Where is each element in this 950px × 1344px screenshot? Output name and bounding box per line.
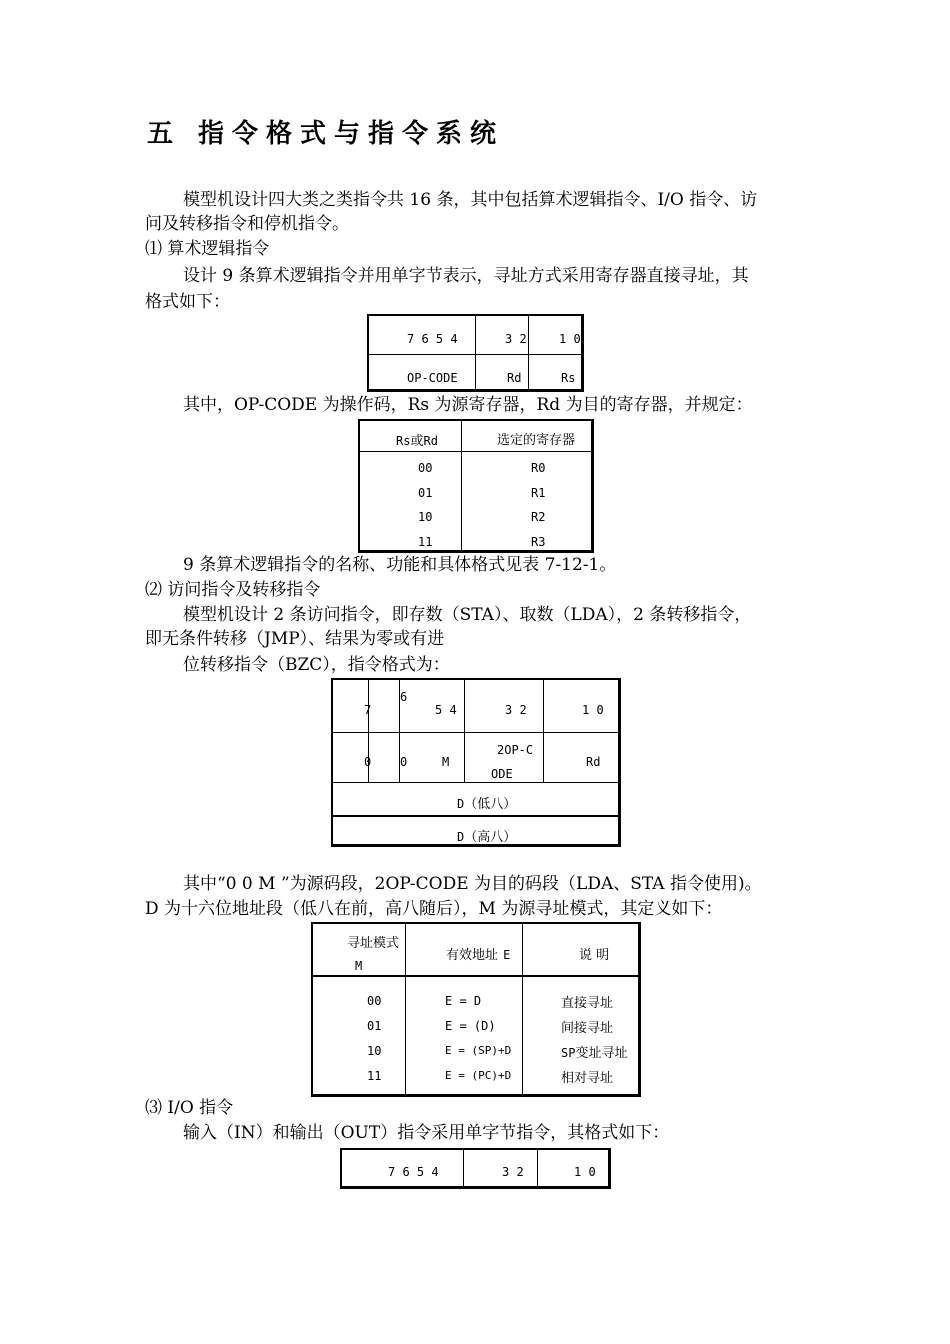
mode-header-3: 说 明 bbox=[579, 948, 610, 963]
reg-code-10: 10 bbox=[418, 510, 433, 524]
mem-field-2opcode-b: ODE bbox=[491, 767, 513, 781]
mode-d-10: SP变址寻址 bbox=[561, 1046, 628, 1061]
mem-bit-7: 7 bbox=[364, 703, 372, 717]
reg-header-a: Rs或Rd bbox=[396, 434, 438, 449]
io-bits-32: 3 2 bbox=[502, 1165, 524, 1179]
reg-header-b: 选定的寄存器 bbox=[497, 433, 576, 448]
intro-line-2: 问及转移指令和停机指令。 bbox=[145, 214, 349, 234]
section3-desc: 输入（IN）和输出（OUT）指令采用单字节指令，其格式如下： bbox=[183, 1123, 670, 1143]
mode-header-2: 有效地址 E bbox=[446, 948, 511, 963]
mode-m-01: 01 bbox=[367, 1019, 382, 1033]
mem-bits-32: 3 2 bbox=[505, 703, 527, 717]
section2-desc-2: 即无条件转移（JMP）、结果为零或有进 bbox=[145, 629, 445, 649]
section2-note-2: D 为十六位地址段（低八在前，高八随后），M 为源寻址模式，其定义如下： bbox=[145, 899, 723, 919]
mem-d-low: D（低八） bbox=[457, 797, 517, 812]
section2-heading: ⑵ 访问指令及转移指令 bbox=[145, 580, 321, 600]
mem-field-2opcode-a: 2OP-C bbox=[497, 743, 534, 757]
mode-header-1b: M bbox=[355, 959, 363, 973]
alu-bits-32: 3 2 bbox=[505, 332, 527, 346]
section1-desc-2: 格式如下： bbox=[145, 292, 230, 312]
mode-e-10: E = (SP)+D bbox=[445, 1044, 512, 1057]
mem-bits-10: 1 0 bbox=[582, 703, 604, 717]
alu-field-opcode: OP-CODE bbox=[407, 371, 458, 385]
mode-m-11: 11 bbox=[367, 1069, 382, 1083]
register-table bbox=[358, 419, 594, 553]
reg-name-r3: R3 bbox=[531, 535, 546, 549]
io-format-table bbox=[340, 1148, 611, 1189]
mem-bit-6: 6 bbox=[400, 690, 408, 704]
mode-d-01: 间接寻址 bbox=[561, 1021, 614, 1036]
reg-code-01: 01 bbox=[418, 486, 433, 500]
mode-e-11: E = (PC)+D bbox=[445, 1069, 512, 1082]
reg-code-11: 11 bbox=[418, 535, 433, 549]
section1-heading: ⑴ 算术逻辑指令 bbox=[145, 239, 270, 259]
mode-m-10: 10 bbox=[367, 1044, 382, 1058]
section2-note-1: 其中“0 0 M ”为源码段，2OP-CODE 为目的码段（LDA、STA 指令使用)。 bbox=[183, 874, 762, 894]
reg-name-r1: R1 bbox=[531, 486, 546, 500]
section2-desc-3: 位转移指令（BZC），指令格式为： bbox=[183, 655, 450, 675]
addressing-mode-table bbox=[311, 922, 641, 1097]
mode-m-00: 00 bbox=[367, 994, 382, 1008]
alu-field-rd: Rd bbox=[507, 371, 522, 385]
alu-field-rs: Rs bbox=[561, 371, 576, 385]
mem-bits-54: 5 4 bbox=[435, 703, 457, 717]
memory-format-table bbox=[331, 678, 621, 847]
mode-d-00: 直接寻址 bbox=[561, 996, 614, 1011]
section1-desc-1: 设计 9 条算术逻辑指令并用单字节表示，寻址方式采用寄存器直接寻址，其 bbox=[183, 266, 749, 286]
section1-ref: 9 条算术逻辑指令的名称、功能和具体格式见表 7-12-1。 bbox=[183, 555, 617, 575]
section1-note: 其中，OP-CODE 为操作码，Rs 为源寄存器，Rd 为目的寄存器，并规定： bbox=[183, 395, 753, 415]
mem-field-rd: Rd bbox=[586, 755, 601, 769]
intro-line-1: 模型机设计四大类之类指令共 16 条，其中包括算术逻辑指令、I/O 指令、访 bbox=[183, 190, 758, 210]
mode-header-1a: 寻址模式 bbox=[347, 936, 400, 951]
io-bits-10: 1 0 bbox=[574, 1165, 596, 1179]
reg-code-00: 00 bbox=[418, 461, 433, 475]
mem-field-m: M bbox=[442, 755, 450, 769]
reg-name-r0: R0 bbox=[531, 461, 546, 475]
alu-bits-7654: 7 6 5 4 bbox=[407, 332, 458, 346]
mem-field-0a: 0 bbox=[364, 755, 372, 769]
section3-heading: ⑶ I/O 指令 bbox=[145, 1098, 234, 1118]
mode-d-11: 相对寻址 bbox=[561, 1071, 614, 1086]
alu-bits-10: 1 0 bbox=[559, 332, 581, 346]
reg-name-r2: R2 bbox=[531, 510, 546, 524]
alu-format-table bbox=[367, 314, 584, 392]
mode-e-01: E = (D) bbox=[445, 1019, 496, 1033]
mode-e-00: E = D bbox=[445, 994, 482, 1008]
mem-field-0b: 0 bbox=[400, 755, 408, 769]
section2-desc-1: 模型机设计 2 条访问指令，即存数（STA）、取数（LDA），2 条转移指令， bbox=[183, 605, 752, 625]
page-title: 五 指令格式与指令系统 bbox=[147, 119, 505, 149]
mem-d-high: D（高八） bbox=[457, 830, 517, 845]
io-bits-7654: 7 6 5 4 bbox=[388, 1165, 439, 1179]
